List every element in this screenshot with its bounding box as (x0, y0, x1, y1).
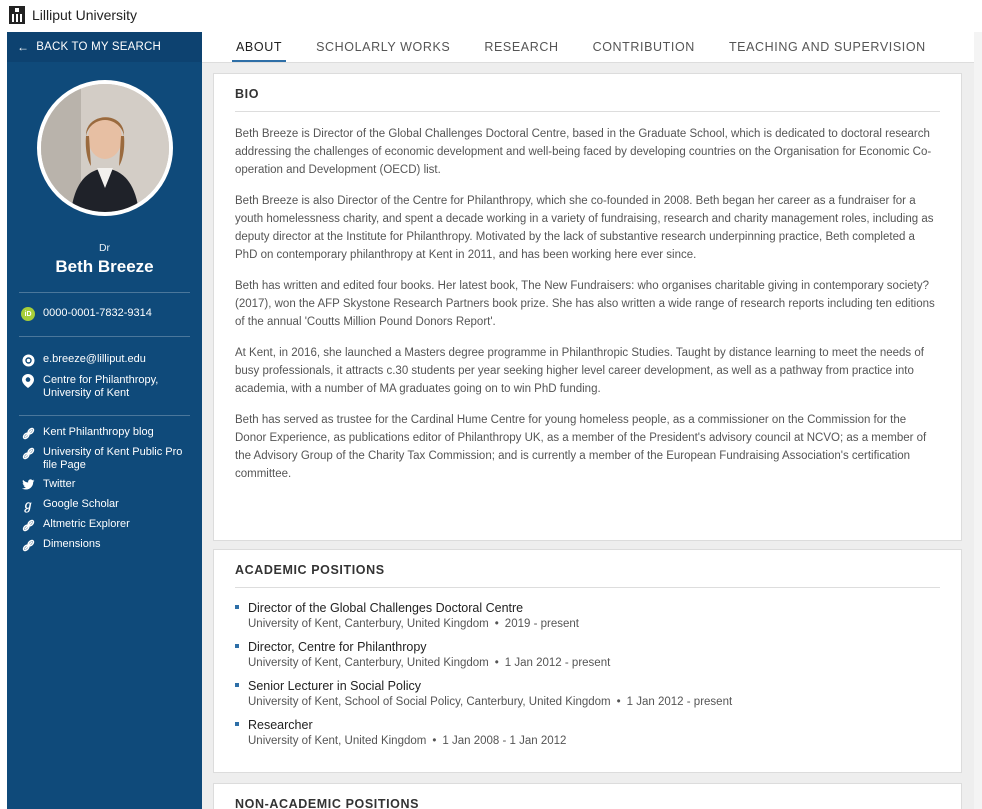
list-item: Researcher University of Kent, United Kingdom • 1 Jan 2008 - 1 Jan 2012 (235, 717, 940, 750)
position-title: Senior Lecturer in Social Policy (248, 679, 421, 693)
avatar (37, 80, 173, 216)
affiliation-line-2: University of Kent (43, 387, 130, 399)
orcid-icon: iD (21, 307, 35, 321)
link-label: Google Scholar (43, 498, 119, 510)
location-pin-icon (21, 374, 35, 388)
profile-tabs (202, 32, 974, 63)
position-organisation: University of Kent, United Kingdom (248, 735, 427, 747)
academic-positions-card (213, 549, 962, 773)
affiliation-row (7, 374, 202, 400)
arrow-left-icon: ← (17, 40, 30, 54)
name-prefix: Dr (98, 242, 111, 254)
link-label: Twitter (43, 478, 76, 490)
bio-paragraph: Beth Breeze is also Director of the Centre for Philanthropy, which she co-founded in 2008. Beth began her career as a fundraiser for a youth homelessness charity, and spent a decade working in a variety of fundraising, research and charity management roles, including as deputy director at the Institute for Philanthropy. Motivated by the lack of substantive research underpinning practice, Beth completed a PhD on contemporary philanthropy at Kent in 2011, and has been working here ever since. (235, 195, 934, 261)
email-address: e.breeze@lilliput.edu (43, 353, 146, 365)
bio-paragraph: Beth has served as trustee for the Cardinal Hume Centre for young homeless people, as a commissioner on the Commission for the Donor Experience, as publications editor of Philanthropy UK, as a member of the President's advisory council at NCVO; as a member of the Advisory Group of the Charity Tax Commission; and is currently a member of the European Fundraising Association's certification committee. (235, 414, 927, 480)
university-logo-icon[interactable] (8, 5, 26, 25)
brand-name[interactable]: Lilliput University (32, 7, 138, 23)
link-icon (21, 446, 35, 460)
position-dates: 1 Jan 2012 - present (626, 696, 733, 708)
position-title: Director, Centre for Philanthropy (248, 640, 427, 654)
back-to-search-label: BACK TO MY SEARCH (36, 41, 162, 53)
non-academic-positions-heading: NON-ACADEMIC POSITIONS (235, 797, 420, 809)
email-icon (21, 353, 35, 367)
main-content (202, 63, 974, 809)
google-scholar-icon: ℊ (21, 497, 34, 512)
academic-positions-heading: ACADEMIC POSITIONS (235, 550, 940, 588)
tab-teaching-and-supervision[interactable]: TEACHING AND SUPERVISION (728, 40, 926, 54)
affiliation-line-1: Centre for Philanthropy, (43, 374, 159, 386)
divider (19, 415, 190, 416)
link-label: Kent Philanthropy blog (43, 426, 154, 438)
link-public-profile-page[interactable] (7, 446, 202, 472)
bio-paragraph: Beth Breeze is Director of the Global Challenges Doctoral Centre, based in the Graduate School, which is dedicated to doctoral research addressing the challenges of economic development and well-being faced by developing countries on the Organisation for Economic Co-operation and Development (OECD) list. (235, 128, 932, 176)
link-icon (21, 426, 35, 440)
tab-contribution[interactable]: CONTRIBUTION (592, 40, 695, 54)
bio-paragraph: Beth has written and edited four books. Her latest book, The New Fundraisers: who organises charitable giving in contemporary society?(2017), won the AFP Skystone Research Partners book prize. She has also written a wide range of research reports including ten editions of the annual 'Coutts Million Pound Donors Report'. (235, 280, 935, 328)
non-academic-positions-card (213, 783, 962, 809)
orcid-row[interactable] (7, 307, 202, 321)
position-title: Director of the Global Challenges Doctoral Centre (248, 601, 524, 615)
tab-about[interactable]: ABOUT (224, 32, 294, 62)
tab-research[interactable]: RESEARCH (484, 40, 559, 54)
link-label: Altmetric Explorer (43, 518, 130, 530)
position-dates: 1 Jan 2012 - present (504, 657, 611, 669)
link-dimensions[interactable] (7, 538, 202, 552)
list-item: Senior Lecturer in Social Policy University of Kent, School of Social Policy, Canterbury, United Kingdom • 1 Jan 2012 - present (235, 678, 940, 711)
tab-scholarly-works[interactable]: SCHOLARLY WORKS (316, 40, 451, 54)
divider (19, 292, 190, 293)
position-title: Researcher (248, 718, 313, 732)
link-kent-philanthropy-blog[interactable] (7, 426, 202, 440)
link-label: University of Kent Public Pro file Page (43, 446, 183, 471)
academic-positions-list (235, 600, 940, 750)
link-icon (21, 538, 35, 552)
profile-links (7, 426, 202, 552)
top-bar (0, 0, 982, 30)
position-dates: 2019 - present (504, 618, 579, 630)
divider (19, 336, 190, 337)
link-label: Dimensions (43, 538, 101, 550)
link-google-scholar[interactable] (7, 498, 202, 512)
position-organisation: University of Kent, Canterbury, United Kingdom (248, 657, 489, 669)
link-altmetric-explorer[interactable] (7, 518, 202, 532)
orcid-id: 0000-0001-7832-9314 (43, 307, 152, 319)
list-item: Director of the Global Challenges Doctoral Centre University of Kent, Canterbury, United Kingdom • 2019 - present (235, 600, 940, 633)
position-dates: 1 Jan 2008 - 1 Jan 2012 (442, 735, 567, 747)
list-item: Director, Centre for Philanthropy University of Kent, Canterbury, United Kingdom • 1 Jan 2012 - present (235, 639, 940, 672)
link-icon (21, 518, 35, 532)
bio-paragraph: At Kent, in 2016, she launched a Masters degree programme in Philanthropic Studies. Taught by distance learning to meet the needs of busy professionals, it attracts c.30 students per year seeking higher level career development, as well as a pathway from practice into academia, with a number of MA graduates going on to win PhD funding. (235, 347, 924, 395)
bio-card (213, 73, 962, 541)
link-twitter[interactable] (7, 478, 202, 492)
twitter-icon (21, 478, 35, 492)
profile-name: Beth Breeze (55, 257, 154, 276)
bio-heading: BIO (235, 74, 940, 112)
position-organisation: University of Kent, Canterbury, United Kingdom (248, 618, 489, 630)
back-to-search-link[interactable] (7, 32, 202, 62)
position-organisation: University of Kent, School of Social Policy, Canterbury, United Kingdom (248, 696, 611, 708)
page-scrollbar[interactable] (974, 32, 982, 809)
profile-sidebar (7, 32, 202, 809)
email-row[interactable] (7, 353, 202, 367)
